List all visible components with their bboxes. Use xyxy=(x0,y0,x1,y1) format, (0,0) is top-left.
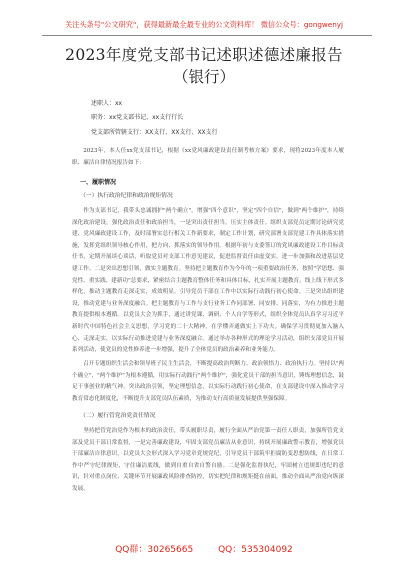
banner-divider xyxy=(42,35,372,36)
document-subtitle: （银行） xyxy=(172,68,235,86)
subsection-heading: （一）执行政治纪律和政治规矩情况 xyxy=(80,193,173,199)
footer-contact xyxy=(0,544,408,556)
meta-name: 述职人：xx xyxy=(91,100,123,107)
subsection-heading: （二）履行管党治党责任情况 xyxy=(80,413,156,419)
section-heading: 一、履职情况 xyxy=(80,179,117,186)
top-banner[interactable]: 关注头条号"公文研究"，获得最新最全最专业的公文资料库！ 微信公众号：gongwenyj xyxy=(64,20,344,29)
document-title: 2023年度党支部书记述职述德述廉报告 xyxy=(65,46,343,64)
meta-responsibility: 党支部所管辖支行：XX支行、XX支行、XX支行 xyxy=(91,129,218,136)
body-paragraph: 召开专题组织生活会和领导班子民主生活会，不断提高政治判断力、政治领悟力、政治执行力。坚持以"两个确立"、"两个维护"为根本遵循，用实际行动践行"两个维护"，强化党员干部的担当意识，锤炼理想信念，鼓足干事创业的精气神。突出政治引领，坚定理想信念，以实际行动践行初心使命，在支部建设中深入推动学习教育常态化制度化，不断提升支部党员队伍素质，为推动支行高质量发展提供坚强保障。 xyxy=(72,361,344,402)
meta-position: 职务：xx党支部书记、xx支行行长 xyxy=(91,114,184,121)
intro-paragraph: 2023年，本人任xx党支部书记，根据《xx党风廉政建设责任制考核方案》要求，现将2023年度本人履职、廉洁自律情况报告如下： xyxy=(72,148,344,166)
body-paragraph: 作为支部书记，我带头忠诚拥护"两个确立"，增强"四个意识"，坚定"四个自信"，做到"两个维护"，持续深化政治建设，强化政治责任和政治担当，一是突出责任担当，压实主体责任。组织支部党员定期讨论研究党建、党风廉政建设工作，及时部署实总行相关工作新要求，制定工作计划，研究部署支部党建工作具体落实措施，发挥党组织领导核心作用，把方向、抓落实的领导作用。根据年初与支委签订的党风廉政建设工作目标责任书，定期开展谈心谈话，听取党员对支部工作意见建议，促进监督责任由虚变实。进一步加强和改进基层党建工作。二是突出思想引领，做实主题教育。坚持把主题教育作为今年的一项重要政治任务，按照"学思想、强党性、重实践、建新功"总要求，紧密结合主题教育整体任务和具体目标，扎实开展主题教育，线上线下形式多样化，推动主题教育走深走实，成效明显。引导党员干部在工作中以实际行动践行初心使命。三是突出组织建设，推动党建与业务深度融合。把主题教育与工作与支行业务工作同部署、同安排、同落实，为有力推进主题教育提供根本遵循。以党员大会为抓手，通过讲党课、调研、个人自学等形式，组织全体党员认真学习习近平新时代中国特色社会主义思想，学习党的二十大精神，在学懂弄通做实上下功夫。确保学习贯彻更加入脑入心、走深走实，以实际行动推进党建与业务深度融合。通过举办各种形式的理论学习活动，组织支部党员开展系列活动，使党员的党性修养进一步增强，提升了全体党员的政治素养和业务能力。 xyxy=(72,208,344,354)
body-paragraph: 坚持把管党治党作为根本的政治责任，带头履职尽责，履行全面从严治党第一责任人职责，加强所管党支部及党员干部日常监督，一是完善廉政建设，牢固支部党员廉洁从业意识，持续开展廉政警示教育，增强党员干部廉洁自律意识。以党员大会形式深入学习党章党规党纪，引导党员干部筑牢拒腐防变思想防线，在日常工作中严守纪律规矩，守住廉洁底线，做到自重自省自警自励。二是强化监督执纪，牢固树立违规即违纪的意识，针对重点岗位、关键环节开展廉政风险排查防控，切实把纪律和规矩挺在前面，推动全面从严治党向纵深发展。 xyxy=(72,428,344,492)
footer-qq: QQ：535304092 xyxy=(218,545,293,555)
footer-group: QQ群：30265665 xyxy=(115,545,194,555)
